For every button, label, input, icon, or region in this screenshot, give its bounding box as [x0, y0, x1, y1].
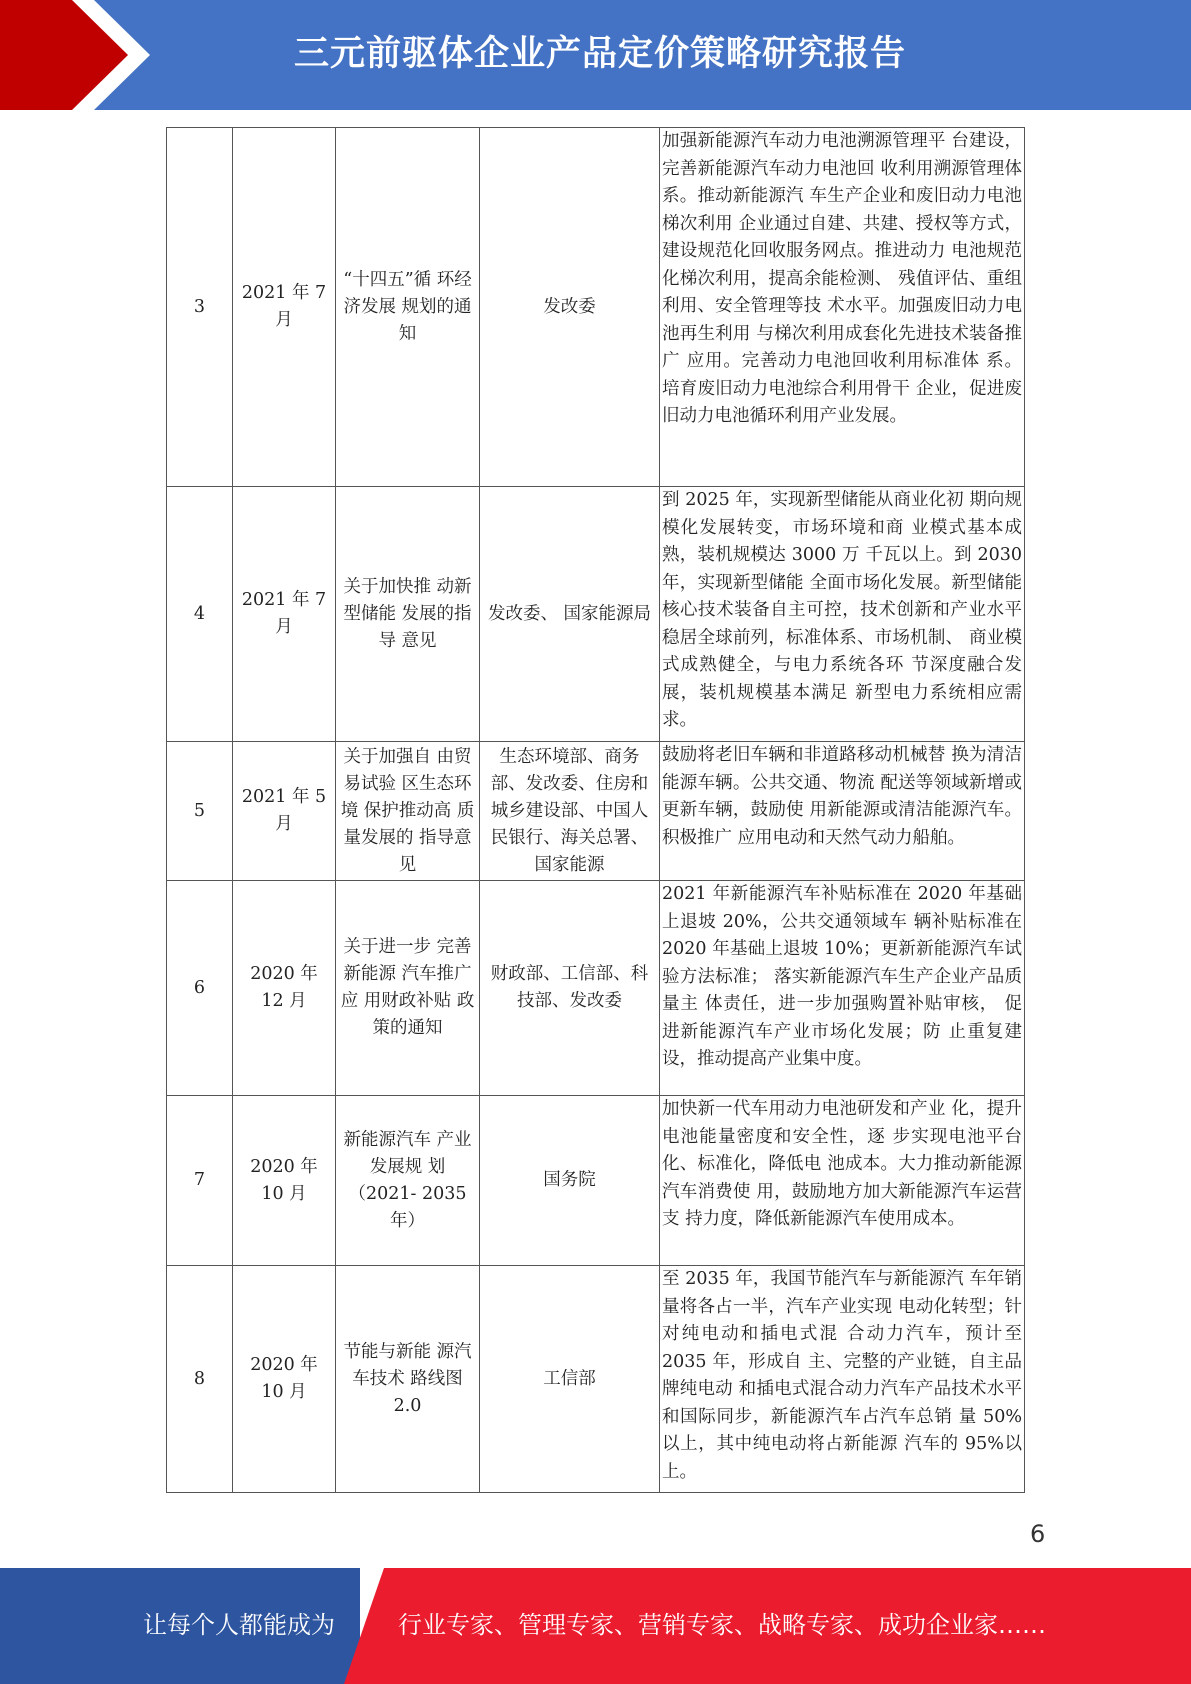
policy-date: 2020 年 10 月: [233, 1266, 336, 1493]
row-number: 4: [167, 487, 233, 742]
report-title: 三元前驱体企业产品定价策略研究报告: [293, 34, 906, 74]
policy-name: “十四五”循 环经济发展 规划的通知: [336, 128, 480, 487]
row-number: 7: [167, 1096, 233, 1266]
row-number: 5: [167, 742, 233, 881]
policy-name: 关于加快推 动新型储能 发展的指导 意见: [336, 487, 480, 742]
issuing-department: 工信部: [480, 1266, 660, 1493]
policy-content: 加快新一代车用动力电池研发和产业 化，提升电池能量密度和安全性，逐 步实现电池平台化、标准化，降低电 池成本。大力推动新能源汽车消费使 用，鼓励地方加大新能源汽车运营支 持力度，降低新能源汽车使用成本。: [660, 1096, 1025, 1266]
policy-content: 鼓励将老旧车辆和非道路移动机械替 换为清洁能源车辆。公共交通、物流 配送等领域新增或更新车辆，鼓励使 用新能源或清洁能源汽车。积极推广 应用电动和天然气动力船舶。: [660, 742, 1025, 881]
page-header: [0, 0, 1191, 110]
table-row: [167, 742, 1025, 881]
policy-name: 新能源汽车 产业发展规 划（2021- 2035 年）: [336, 1096, 480, 1266]
footer-slogan: 让每个人都能成为: [143, 1611, 335, 1639]
footer-roles: 行业专家、管理专家、营销专家、战略专家、成功企业家……: [398, 1611, 1046, 1639]
page-number: 6: [1030, 1520, 1046, 1548]
row-number: 8: [167, 1266, 233, 1493]
policy-content: 至 2035 年，我国节能汽车与新能源汽 车年销量将各占一半，汽车产业实现 电动化转型；针对纯电动和插电式混 合动力汽车，预计至 2035 年，形成自 主、完整的产业链，自主品牌纯电动 和插电式混合动力汽车产品技术水平 和国际同步，新能源汽车占汽车总销 量 50%以上，其中纯电动将占新能源 汽车的 95%以上。: [660, 1266, 1025, 1493]
table-row: [167, 881, 1025, 1096]
row-number: 3: [167, 128, 233, 487]
table-row: [167, 487, 1025, 742]
policy-name: 关于加强自 由贸易试验 区生态环境 保护推动高 质量发展的 指导意见: [336, 742, 480, 881]
header-chevron-graphic: [0, 0, 160, 110]
policy-date: 2020 年 10 月: [233, 1096, 336, 1266]
table-row: [167, 128, 1025, 487]
issuing-department: 生态环境部、商务部、发改委、住房和城乡建设部、中国人民银行、海关总署、国家能源: [480, 742, 660, 881]
policy-date: 2021 年 5 月: [233, 742, 336, 881]
issuing-department: 发改委、 国家能源局: [480, 487, 660, 742]
policy-content: 2021 年新能源汽车补贴标准在 2020 年基础上退坡 20%，公共交通领域车 辆补贴标准在 2020 年基础上退坡 10%；更新新能源汽车试验方法标准； 落实新能源汽车生产企业产品质量主 体责任，进一步加强购置补贴审核， 促进新能源汽车产业市场化发展；防 止重复建设，推动提高产业集中度。: [660, 881, 1025, 1096]
policy-name: 关于进一步 完善新能源 汽车推广应 用财政补贴 政策的通知: [336, 881, 480, 1096]
policy-date: 2020 年 12 月: [233, 881, 336, 1096]
page-footer: [0, 1568, 1191, 1684]
policy-content: 到 2025 年，实现新型储能从商业化初 期向规模化发展转变，市场环境和商 业模式基本成熟，装机规模达 3000 万 千瓦以上。到 2030 年，实现新型储能 全面市场化发展。新型储能核心技术装备自主可控，技术创新和产业水平 稳居全球前列，标准体系、市场机制、 商业模式成熟健全，与电力系统各环 节深度融合发展，装机规模基本满足 新型电力系统相应需求。: [660, 487, 1025, 742]
policy-name: 节能与新能 源汽车技术 路线图 2.0: [336, 1266, 480, 1493]
policy-content: 加强新能源汽车动力电池溯源管理平 台建设，完善新能源汽车动力电池回 收利用溯源管理体系。推动新能源汽 车生产企业和废旧动力电池梯次利用 企业通过自建、共建、授权等方式， 建设规范化回收服务网点。推进动力 电池规范化梯次利用，提高余能检测、 残值评估、重组利用、安全管理等技 术水平。加强废旧动力电池再生利用 与梯次利用成套化先进技术装备推广 应用。完善动力电池回收利用标准体 系。培育废旧动力电池综合利用骨干 企业，促进废旧动力电池循环利用产业发展。: [660, 128, 1025, 487]
table-row: [167, 1266, 1025, 1493]
policy-table: [166, 127, 1025, 1493]
row-number: 6: [167, 881, 233, 1096]
policy-date: 2021 年 7 月: [233, 128, 336, 487]
issuing-department: 国务院: [480, 1096, 660, 1266]
policy-date: 2021 年 7 月: [233, 487, 336, 742]
issuing-department: 财政部、工信部、科技部、发改委: [480, 881, 660, 1096]
issuing-department: 发改委: [480, 128, 660, 487]
table-row: [167, 1096, 1025, 1266]
